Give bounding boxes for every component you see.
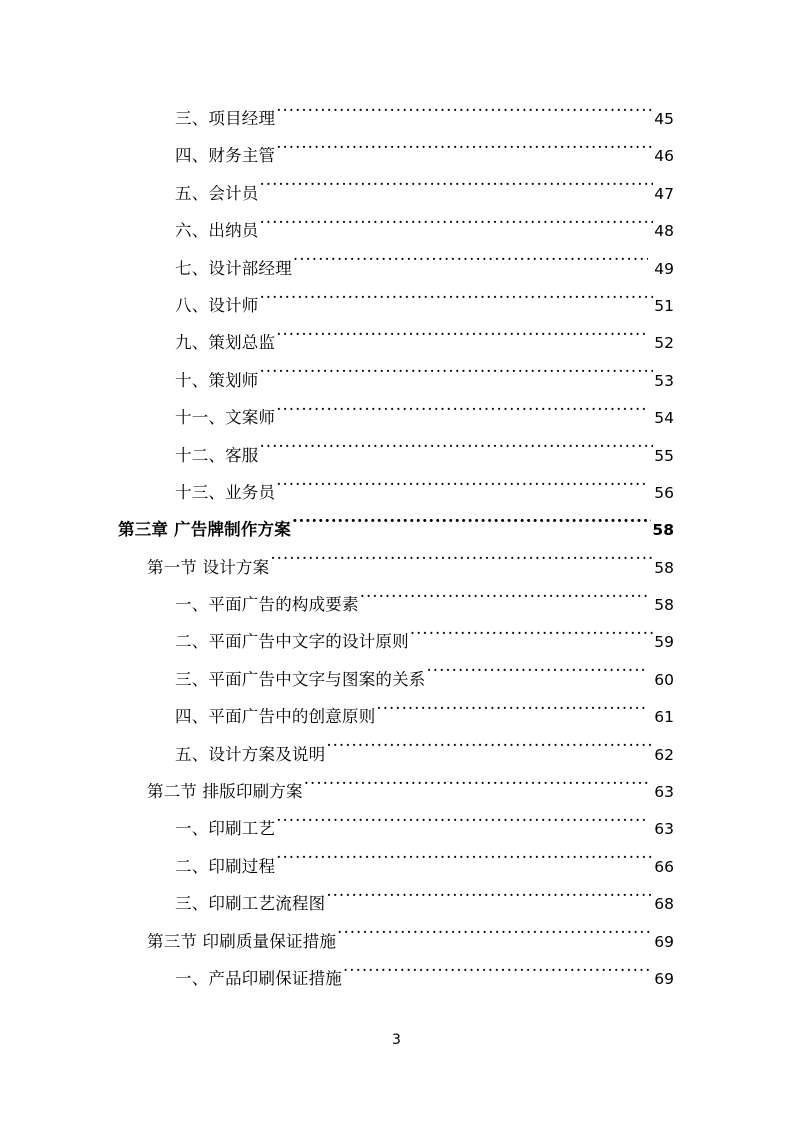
toc-entry-item[interactable]: [118, 698, 674, 735]
toc-entry-item[interactable]: [118, 885, 674, 922]
toc-entry-label: 一、印刷工艺: [175, 819, 276, 839]
toc-entry-item[interactable]: [118, 287, 674, 324]
toc-entry-page-number: 62: [654, 745, 674, 764]
toc-leader-dots: [276, 108, 653, 125]
toc-entry-page-number: 51: [654, 296, 674, 315]
toc-entry-page-number: 56: [654, 483, 674, 502]
toc-entry-label: 七、设计部经理: [175, 258, 292, 278]
toc-entry-label: 十三、业务员: [175, 482, 276, 502]
toc-entry-section[interactable]: [118, 549, 674, 586]
toc-entry-page-number: 61: [654, 708, 674, 727]
toc-entry-page-number: 69: [654, 969, 674, 988]
toc-entry-label: 八、设计师: [175, 295, 259, 315]
toc-leader-dots: [326, 893, 653, 910]
toc-leader-dots: [360, 594, 649, 611]
toc-entry-label: 第二节 排版印刷方案: [147, 782, 303, 802]
toc-entry-item[interactable]: [118, 661, 674, 698]
toc-leader-dots: [292, 519, 651, 536]
toc-leader-dots: [270, 556, 653, 573]
toc-leader-dots: [276, 332, 648, 349]
toc-leader-dots: [260, 369, 654, 386]
toc-entry-item[interactable]: [118, 623, 674, 660]
toc-entry-item[interactable]: [118, 324, 674, 361]
toc-entry-item[interactable]: [118, 362, 674, 399]
toc-leader-dots: [337, 930, 653, 947]
toc-entry-label: 二、印刷过程: [175, 856, 276, 876]
toc-entry-section[interactable]: [118, 773, 674, 810]
toc-entry-label: 六、出纳员: [175, 221, 259, 241]
toc-entry-page-number: 47: [654, 184, 674, 203]
toc-entry-item[interactable]: [118, 399, 674, 436]
footer-page-number: 3: [392, 1032, 401, 1048]
toc-entry-page-number: 54: [654, 409, 674, 428]
toc-entry-label: 十、策划师: [175, 370, 259, 390]
toc-leader-dots: [276, 145, 653, 162]
toc-entry-item[interactable]: [118, 437, 674, 474]
toc-leader-dots: [326, 743, 653, 760]
toc-leader-dots: [293, 257, 648, 274]
toc-entry-page-number: 58: [652, 521, 674, 540]
toc-entry-page-number: 46: [654, 147, 674, 166]
toc-entry-item[interactable]: [118, 810, 674, 847]
toc-leader-dots: [276, 481, 648, 498]
toc-entry-item[interactable]: [118, 848, 674, 885]
toc-entry-label: 四、财务主管: [175, 146, 276, 166]
toc-leader-dots: [276, 407, 648, 424]
toc-entry-page-number: 49: [654, 259, 674, 278]
toc-entry-page-number: 45: [654, 110, 674, 128]
toc-entry-item[interactable]: [118, 736, 674, 773]
toc-leader-dots: [276, 818, 648, 835]
toc-entry-item[interactable]: [118, 586, 674, 623]
toc-entry-item[interactable]: [118, 175, 674, 212]
table-of-contents: [118, 100, 674, 997]
toc-entry-label: 九、策划总监: [175, 333, 276, 353]
toc-entry-page-number: 48: [654, 222, 674, 241]
toc-entry-page-number: 58: [654, 558, 674, 577]
toc-entry-item[interactable]: [118, 474, 674, 511]
toc-leader-dots: [343, 967, 653, 984]
toc-entry-page-number: 68: [654, 895, 674, 914]
toc-entry-item[interactable]: [118, 100, 674, 137]
toc-entry-page-number: 59: [654, 633, 674, 652]
toc-entry-item[interactable]: [118, 137, 674, 174]
toc-entry-page-number: 69: [654, 932, 674, 951]
toc-entry-label: 三、项目经理: [175, 109, 276, 128]
toc-entry-label: 二、平面广告中文字的设计原则: [175, 632, 409, 652]
toc-entry-label: 五、设计方案及说明: [175, 744, 326, 764]
toc-entry-item[interactable]: [118, 960, 674, 997]
toc-leader-dots: [260, 220, 654, 237]
toc-entry-page-number: 53: [654, 371, 674, 390]
toc-leader-dots: [410, 631, 653, 648]
toc-entry-item[interactable]: [118, 250, 674, 287]
toc-entry-item[interactable]: [118, 212, 674, 249]
toc-entry-page-number: 63: [654, 783, 674, 802]
toc-entry-page-number: 52: [654, 334, 674, 353]
toc-entry-chapter[interactable]: [118, 511, 674, 548]
toc-entry-label: 十二、客服: [175, 445, 259, 465]
toc-entry-label: 一、平面广告的构成要素: [175, 595, 359, 615]
toc-leader-dots: [376, 706, 648, 723]
toc-entry-label: 第一节 设计方案: [147, 557, 270, 577]
toc-entry-page-number: 60: [654, 670, 674, 689]
toc-leader-dots: [260, 444, 654, 461]
toc-entry-page-number: 63: [654, 820, 674, 839]
toc-leader-dots: [260, 182, 654, 199]
toc-leader-dots: [427, 668, 649, 685]
toc-entry-label: 一、产品印刷保证措施: [175, 968, 342, 988]
toc-entry-page-number: 66: [654, 857, 674, 876]
toc-leader-dots: [276, 855, 653, 872]
toc-entry-label: 十一、文案师: [175, 408, 276, 428]
toc-entry-label: 五、会计员: [175, 183, 259, 203]
toc-entry-page-number: 58: [654, 596, 674, 615]
toc-entry-label: 三、印刷工艺流程图: [175, 894, 326, 914]
toc-entry-label: 四、平面广告中的创意原则: [175, 707, 376, 727]
toc-leader-dots: [304, 781, 649, 798]
toc-entry-page-number: 55: [654, 446, 674, 465]
toc-entry-label: 第三章 广告牌制作方案: [118, 520, 291, 540]
toc-entry-section[interactable]: [118, 923, 674, 960]
toc-entry-label: 第三节 印刷质量保证措施: [147, 931, 337, 951]
toc-entry-label: 三、平面广告中文字与图案的关系: [175, 669, 426, 689]
toc-leader-dots: [260, 294, 654, 311]
